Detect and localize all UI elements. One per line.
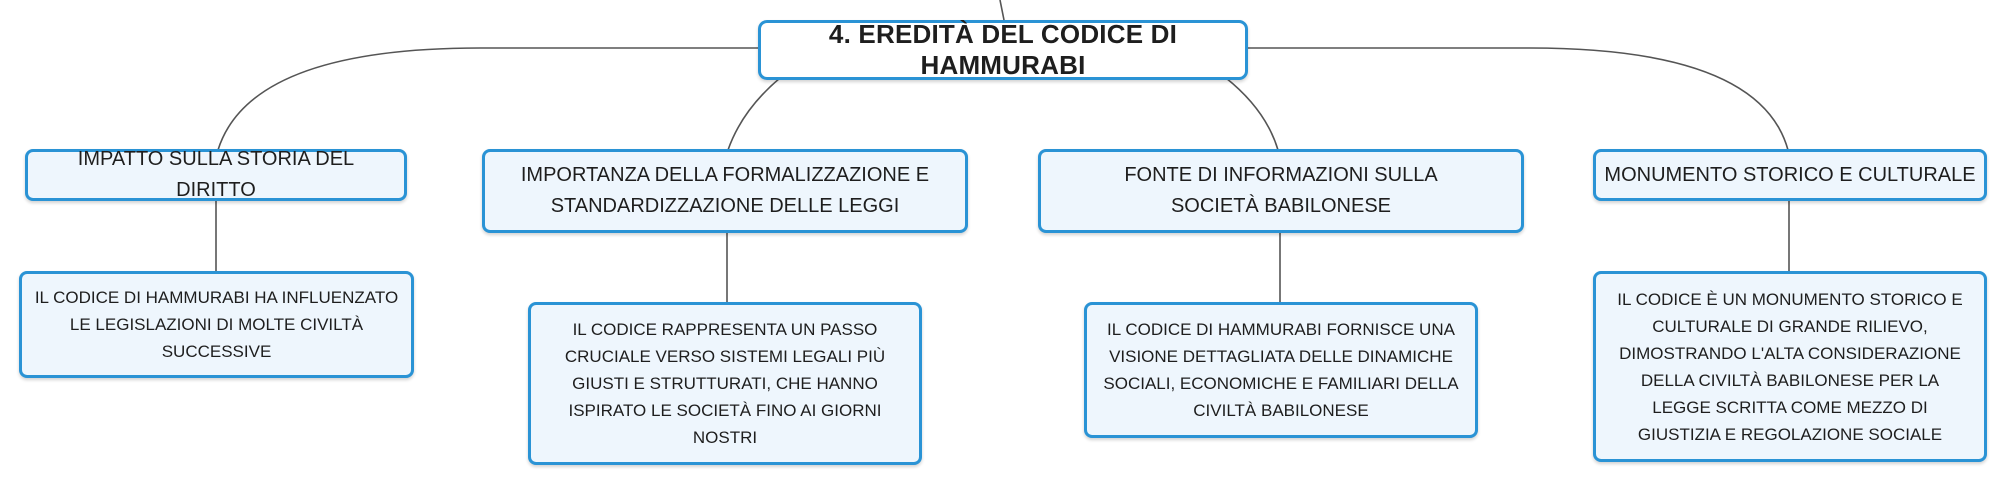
topic-label: MONUMENTO STORICO E CULTURALE	[1604, 163, 1976, 186]
topic-monumento[interactable]	[1593, 149, 1987, 201]
root-parent-connector	[1000, 0, 1004, 20]
topic-label: FONTE DI INFORMAZIONI SULLA SOCIETÀ BABILONESE	[1124, 164, 1438, 217]
detail-monumento[interactable]	[1593, 271, 1987, 462]
connector-topic-3	[1226, 78, 1278, 150]
detail-formalizzazione[interactable]	[528, 302, 922, 465]
topic-fonte-informazioni[interactable]	[1038, 149, 1524, 233]
detail-text: IL CODICE È UN MONUMENTO STORICO E CULTURALE DI GRANDE RILIEVO, DIMOSTRANDO L'ALTA CONSIDERAZIONE DELLA CIVILTÀ BABILONESE PER LA LEGGE SCRITTA COME MEZZO DI GIUSTIZIA E REGOLAZIONE SOCIALE	[1617, 289, 1963, 444]
connector-topic-1	[218, 48, 760, 150]
connector-topic-4	[1246, 48, 1788, 150]
detail-text: IL CODICE DI HAMMURABI HA INFLUENZATO LE LEGISLAZIONI DI MOLTE CIVILTÀ SUCCESSIVE	[34, 288, 399, 361]
root-topic-label: 4. EREDITÀ DEL CODICE DI HAMMURABI	[828, 19, 1178, 80]
root-topic[interactable]	[758, 20, 1248, 80]
detail-text: IL CODICE RAPPRESENTA UN PASSO CRUCIALE VERSO SISTEMI LEGALI PIÙ GIUSTI E STRUTTURATI, CHE HANNO ISPIRATO LE SOCIETÀ FINO AI GIORNI NOSTRI	[564, 320, 886, 447]
topic-label: IMPATTO SULLA STORIA DEL DIRITTO	[77, 148, 355, 201]
detail-fonte-informazioni[interactable]	[1084, 302, 1478, 438]
detail-text: IL CODICE DI HAMMURABI FORNISCE UNA VISIONE DETTAGLIATA DELLE DINAMICHE SOCIALI, ECONOMICHE E FAMILIARI DELLA CIVILTÀ BABILONESE	[1103, 320, 1459, 420]
topic-formalizzazione[interactable]	[482, 149, 968, 233]
topic-impatto[interactable]	[25, 149, 407, 201]
topic-label: IMPORTANZA DELLA FORMALIZZAZIONE E STANDARDIZZAZIONE DELLE LEGGI	[520, 164, 930, 217]
detail-impatto[interactable]	[19, 271, 414, 378]
connector-topic-2	[728, 78, 780, 150]
